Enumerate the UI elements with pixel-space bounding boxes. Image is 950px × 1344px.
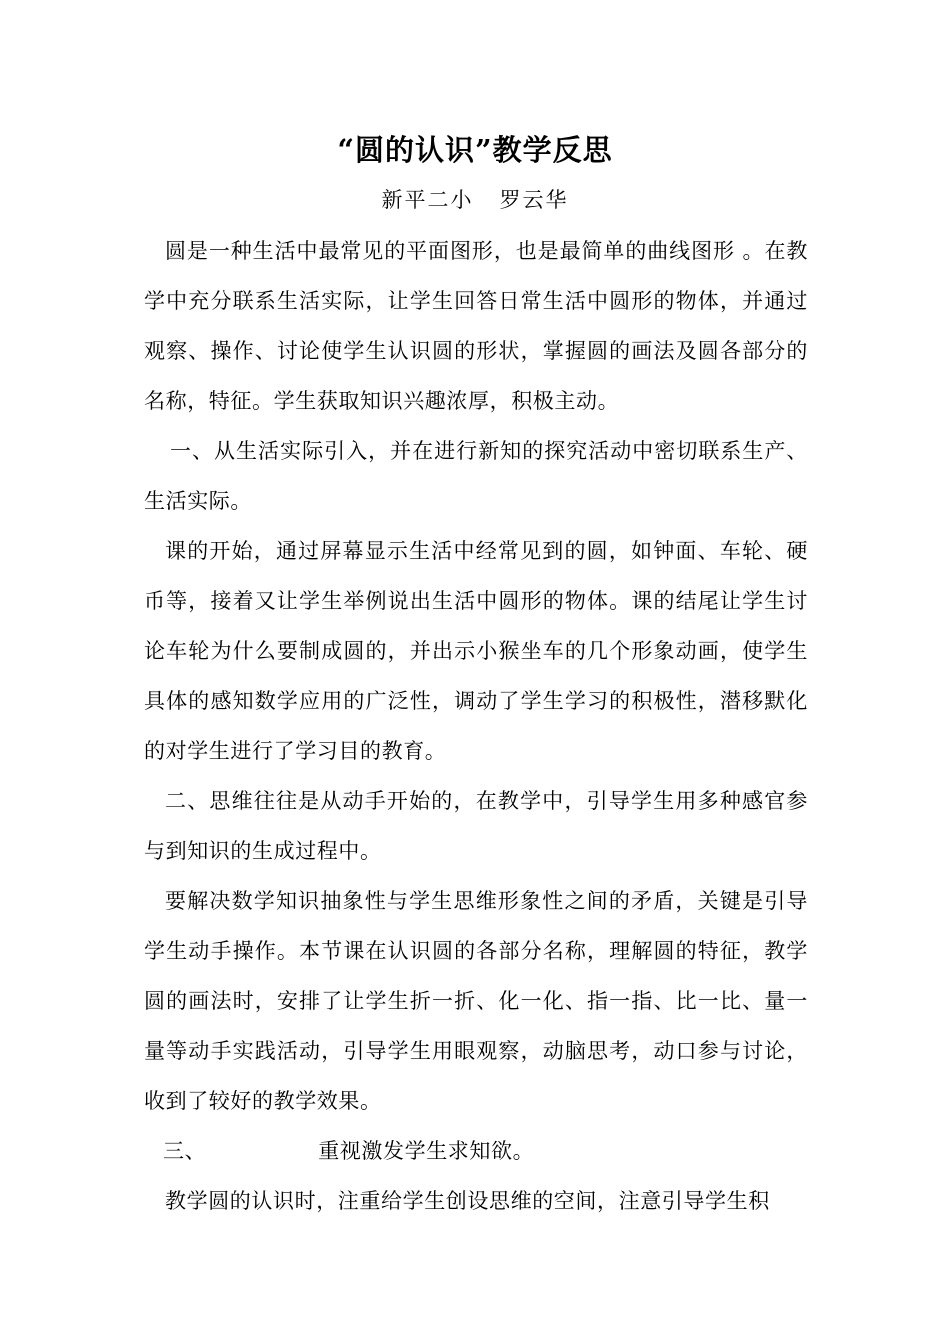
paragraph-section-2: 要解决数学知识抽象性与学生思维形象性之间的矛盾，关键是引导学生动手操作。本节课在认识圆的各部分名称，理解圆的特征，教学圆的画法时，安排了让学生折一折、化一化、指一指、比一比、量一量等动手实践活动，引导学生用眼观察，动脑思考，动口参与讨论，收到了较好的教学效果。: [144, 889, 808, 1113]
paragraph-section-1: 课的开始，通过屏幕显示生活中经常见到的圆，如钟面、车轮、硬币等，接着又让学生举例说出生活中圆形的物体。课的结尾让学生讨论车轮为什么要制成圆的，并出示小猴坐车的几个形象动画，使学生具体的感知数学应用的广泛性，调动了学生学习的积极性，潜移默化的对学生进行了学习目的教育。: [144, 539, 808, 763]
section-heading-1: 一、从生活实际引入，并在进行新知的探究活动中密切联系生产、生活实际。: [144, 439, 808, 513]
section-heading-3-number: 三、: [163, 1139, 207, 1163]
author-line: [0, 183, 950, 217]
paragraph-section-3: 教学圆的认识时，注重给学生创设思维的空间，注意引导学生积: [165, 1189, 770, 1213]
author-name: 罗云华: [499, 188, 569, 212]
document-body: [144, 226, 808, 1226]
section-heading-3-text: 重视激发学生求知欲。: [318, 1139, 535, 1163]
paragraph-intro: 圆是一种生活中最常见的平面图形，也是最简单的曲线图形 。在教学中充分联系生活实际，让学生回答日常生活中圆形的物体，并通过观察、操作、讨论使学生认识圆的形状，掌握圆的画法及圆各部分的名称，特征。学生获取知识兴趣浓厚，积极主动。: [144, 239, 808, 413]
document-title: “圆的认识”教学反思: [337, 133, 613, 167]
author-school: 新平二小: [381, 188, 474, 212]
section-heading-3: [144, 1126, 808, 1176]
section-heading-2: 二、思维往往是从动手开始的，在教学中，引导学生用多种感官参与到知识的生成过程中。: [144, 789, 808, 863]
